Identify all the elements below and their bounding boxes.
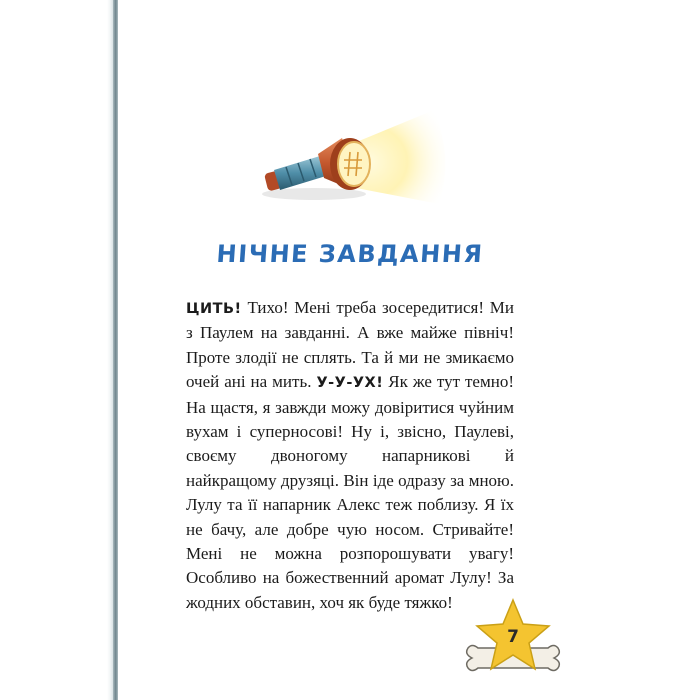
shout-text: ЦИТЬ! — [186, 301, 242, 317]
body-text-part: Тихо! Мені треба зосередитися! Ми з Паулем на завданні. А вже майже північ! Проте злодії не сплять. Та й ми не змикаємо очей ані на мить. — [186, 298, 514, 392]
adjacent-page-edge — [0, 0, 117, 700]
flashlight-lens — [338, 142, 370, 186]
flashlight-handle — [274, 156, 326, 190]
body-paragraph — [186, 296, 514, 615]
flashlight-icon — [254, 108, 454, 208]
chapter-title: НІЧНЕ ЗАВДАННЯ — [215, 240, 485, 268]
body-text — [186, 296, 514, 615]
body-text-part: Як же тут темно! На щастя, я завжди можу довіритися чуйним вухам і суперносові! Ну і, звісно, Паулеві, своєму двоногому напарникові й найкращому друзяці. Він іде одразу за мною. Лулу та її напарник Алекс теж поблизу. Я їх не бачу, але добре чую носом. Стривайте! Мені не можна розпорошувати увагу! Особливо на божественний аромат Лулу! За жодних обставин, хоч як буде тяжко! — [186, 372, 514, 612]
shout-text: У-У-УХ! — [316, 375, 384, 392]
page-number: 7 — [507, 627, 519, 647]
